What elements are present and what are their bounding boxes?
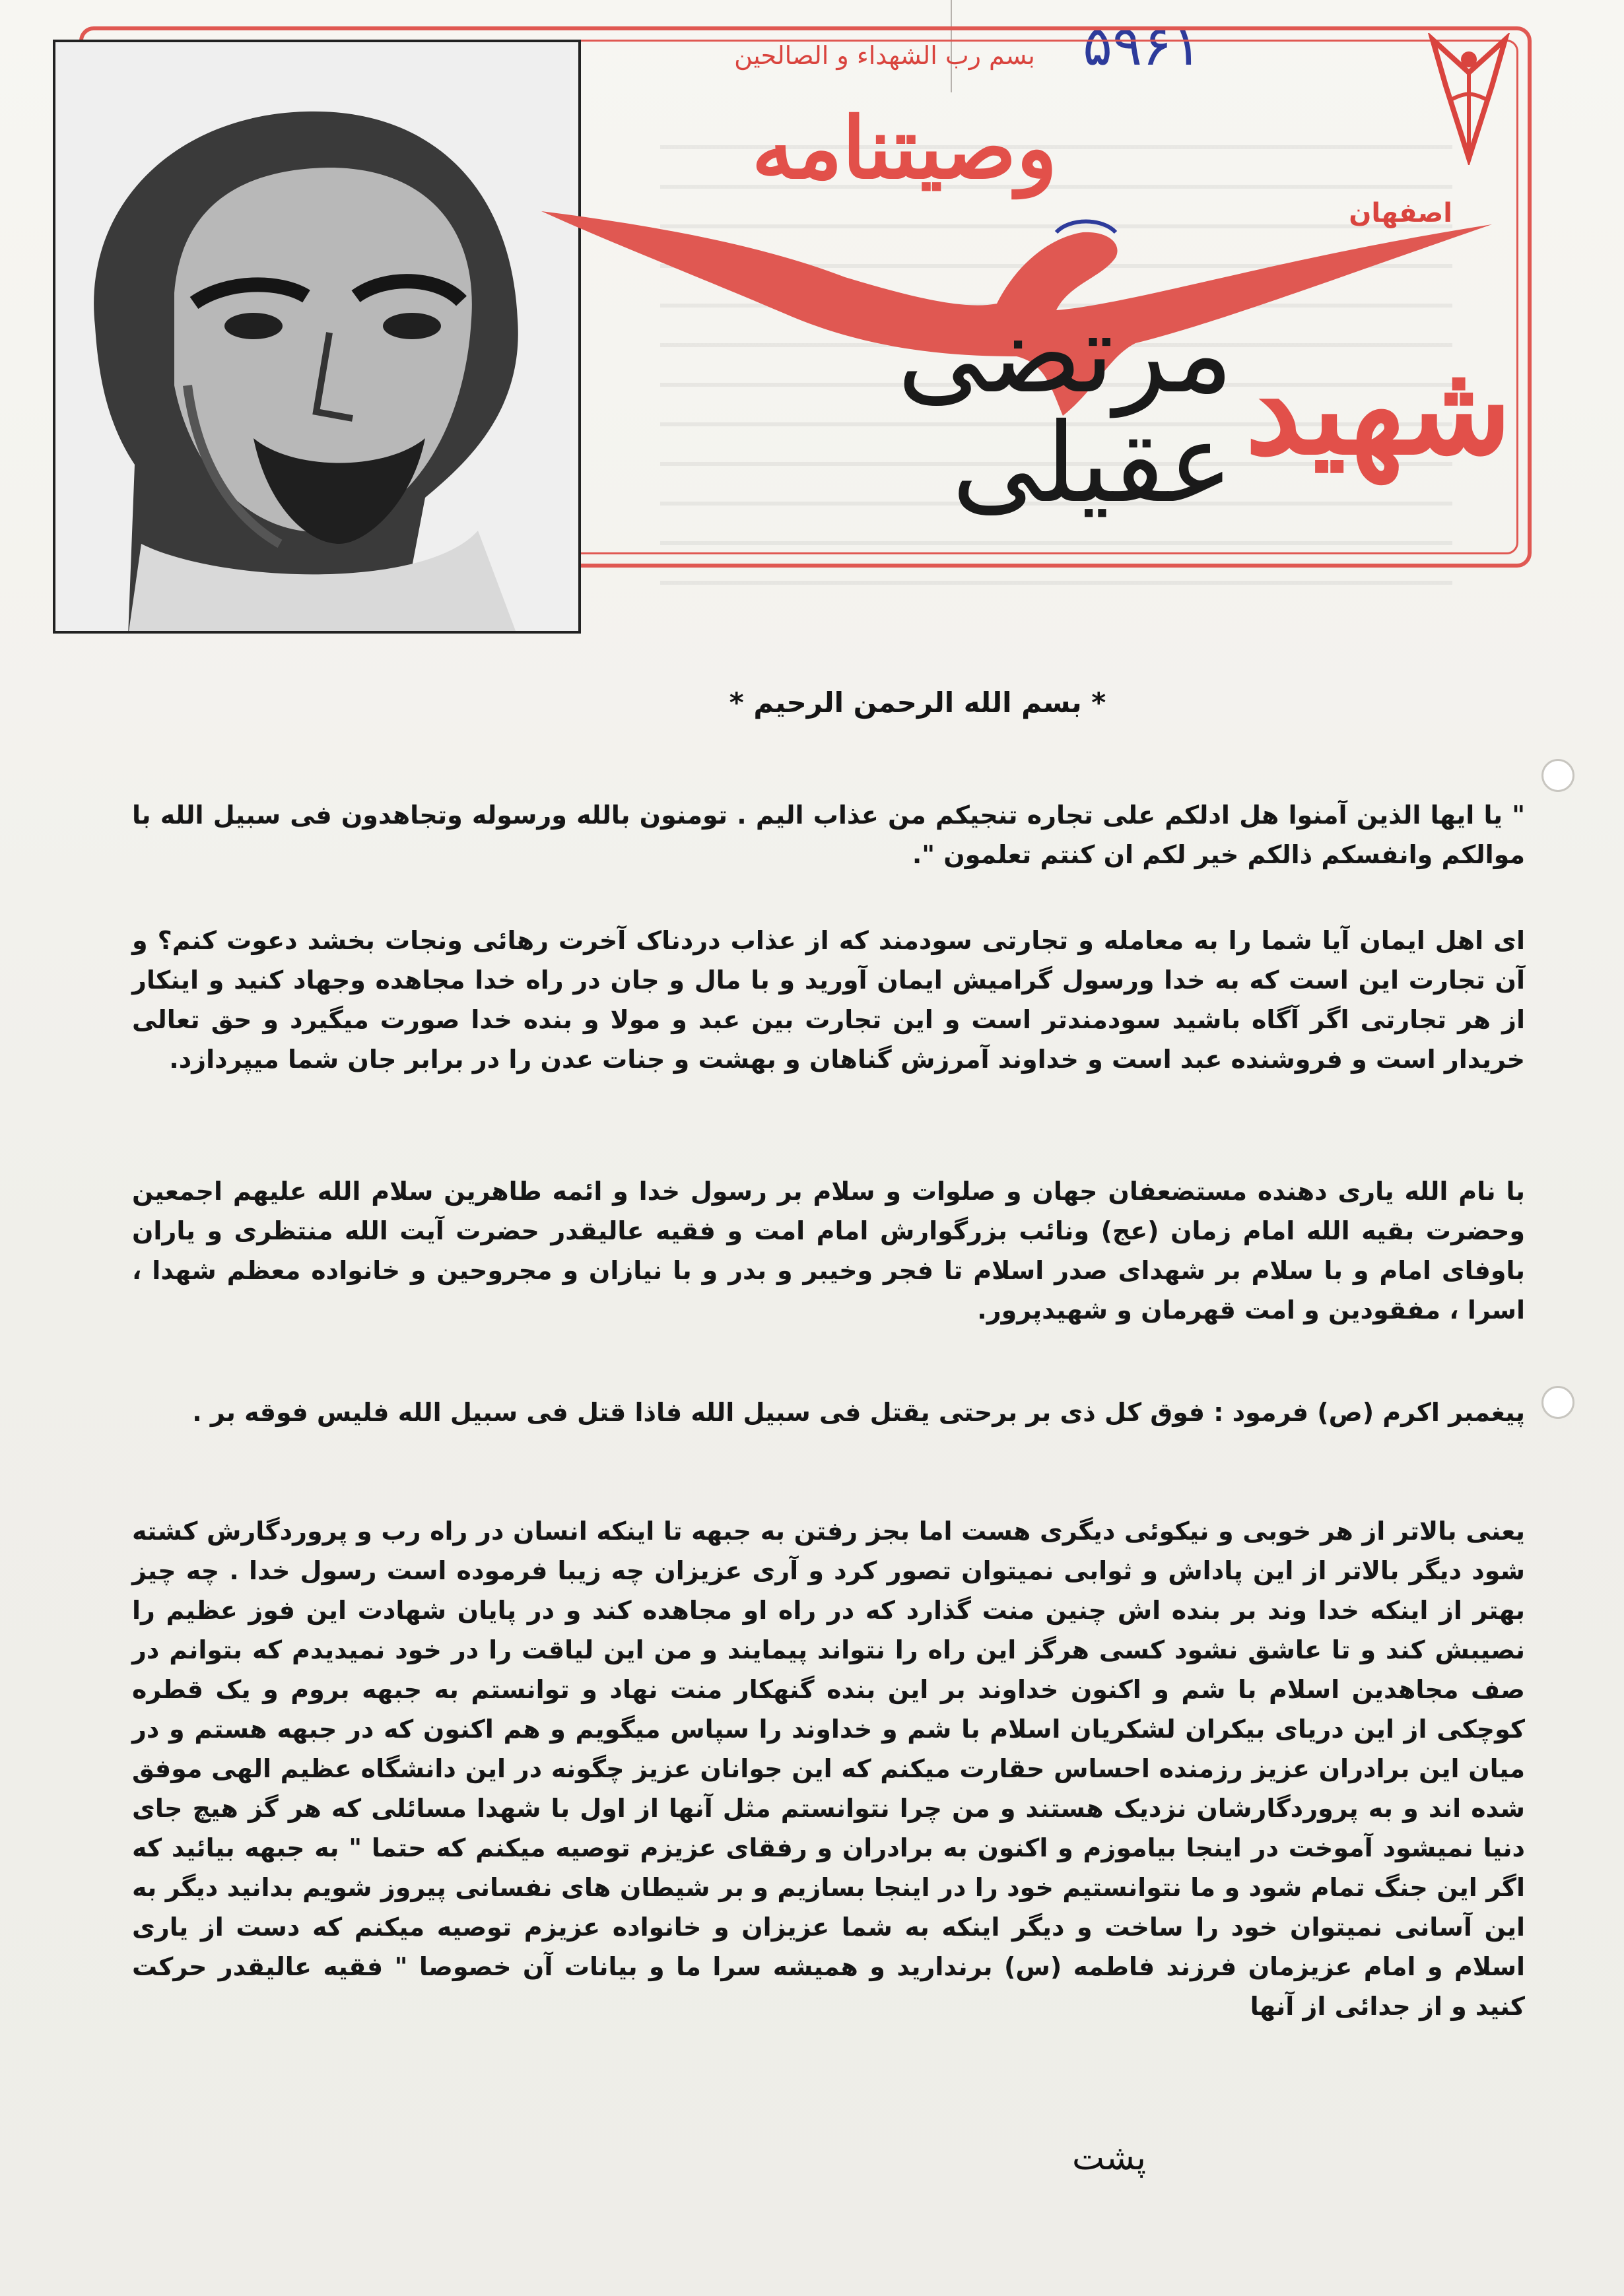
paragraph-text: ای اهل ایمان آیا شما را به معامله و تجارتی سودمند که از عذاب دردناک آخرت رهائی ونجات بخشد دعوت کنم؟ و آن تجارت این است که به خدا ورسول گرامیش ایمان آورید و با مال و جان در راه خدا مجاهده وجهاد کنید و اینکار از هر تجارتی اگر آگاه باشید سودمندتر است و این تجارت بین عبد و مولا و بنده خدا صورت میگیرد و حق تعالی خریدار است و فروشنده عبد است و خداوند آمرزش گناهان و بهشت و جنات عدن را در برابر جان شما میپردازد. xyxy=(132,926,1525,1074)
quran-verse-paragraph xyxy=(132,795,1525,874)
paragraph-text: پیغمبر اکرم (ص) فرمود : فوق کل ذی بر برحتی یقتل فی سبیل الله فاذا قتل فی سبیل الله فلیس فوقه بر . xyxy=(192,1398,1525,1427)
martyr-title: شهید xyxy=(1245,335,1512,482)
paragraph-1 xyxy=(132,921,1525,1079)
portrait-photo-drawing xyxy=(55,42,581,634)
portrait-photo xyxy=(53,40,581,634)
paragraph-2 xyxy=(132,1171,1525,1330)
paragraph-4 xyxy=(132,1511,1525,2026)
continued-overleaf-mark: پشت xyxy=(1072,2138,1146,2178)
punch-hole xyxy=(1541,759,1574,792)
paragraph-3 xyxy=(132,1393,1525,1432)
paragraph-text: " یا ایها الذین آمنوا هل ادلکم علی تجاره تنجیکم من عذاب الیم . تومنون بالله ورسوله وتجاهدون فی سبیل الله با موالکم وانفسکم ذالکم خیر لکم ان کنتم تعلمون ". xyxy=(132,801,1525,869)
paragraph-text: یعنی بالاتر از هر خوبی و نیکوئی دیگری هست اما بجز رفتن به جبهه تا اینکه انسان در راه رب و پروردگارش کشته شود دیگر بالاتر از این پاداش و ثوابی نمیتوان تصور کرد و آری عزیزان چه زیبا فرموده است رسول خدا . چه چیز بهتر از اینکه خدا وند بر بنده اش چنین منت گذارد که در راه او مجاهده کند و در پایان شهادت این فوز عظیم را نصیبش کند و تا عاشق نشود کسی هرگز این راه را نتواند پیمایند و من این لیاقت را در خود نمیدیدم که بتوانم در صف مجاهدین اسلام با شم و اکنون خداوند بر این بنده گنهکار منت نهاد و توانستم به جبهه بروم و یک قطره کوچکی از این دریای بیکران لشکریان اسلام با شم و خداوند را سپاس میگویم و هم اکنون که در جبهه هستم و در میان این برادران عزیز رزمنده احساس حقارت میکنم که این جوانان عزیز چگونه در این دانشگاه عظیم الهی موفق شده اند و به پروردگارشان نزدیک هستند و من چرا نتوانستم مثل آنها از اول با شهدا مسائلی که هر گز هیچ جای دنیا نمیشود آموخت در اینجا بیاموزم و اکنون به برادران و رفقای عزیزم توصیه میکنم که حتما " به جبهه بیائید که اگر این جنگ تمام شود و ما نتوانستیم خود را در اینجا بسازیم و بر شیطان های نفسانی پیروز شویم بدانید دیگر به این آسانی نمیتوان خود را ساخت و دیگر اینکه به شما عزیزان و خانواده عزیزم توصیه میکنم که دست از یاری اسلام و امام عزیزمان فرزند فاطمه (س) برندارید و همیشه سرا ما و بیانات آن خصوصا " فقیه عالیقدر حرکت کنید و از جدائی از آنها xyxy=(132,1517,1525,2021)
city-label: اصفهان xyxy=(1349,198,1452,228)
document-title: وصیتنامه xyxy=(751,99,1058,198)
opening-invocation: * بسم الله الرحمن الرحیم * xyxy=(729,686,1106,719)
martyr-name-line xyxy=(713,290,1512,527)
punch-hole xyxy=(1541,1386,1574,1419)
paragraph-text: با نام الله یاری دهنده مستضعفان جهان و صلوات و سلام بر رسول خدا و ائمه طاهرین سلام الله علیهم اجمعین وحضرت بقیه الله امام زمان (عج) ونائب بزرگوارش امام امت و فقیه عالیقدر حضرت آیت الله منتظری و یاران باوفای امام و با سلام بر شهدای صدر اسلام تا فجر وخیبر و بدر و با نیازان و مجروحین و خانواده معظم شهدا ، اسرا ، مفقودین و امت قهرمان و شهیدپرور. xyxy=(132,1177,1525,1325)
top-invocation: بسم رب الشهداء و الصالحین xyxy=(734,41,1035,70)
martyr-foundation-emblem-icon xyxy=(1419,33,1518,165)
martyr-name: مرتضی عقیلی xyxy=(897,290,1234,527)
serial-number: ۵۹۶۱ xyxy=(1083,13,1202,78)
